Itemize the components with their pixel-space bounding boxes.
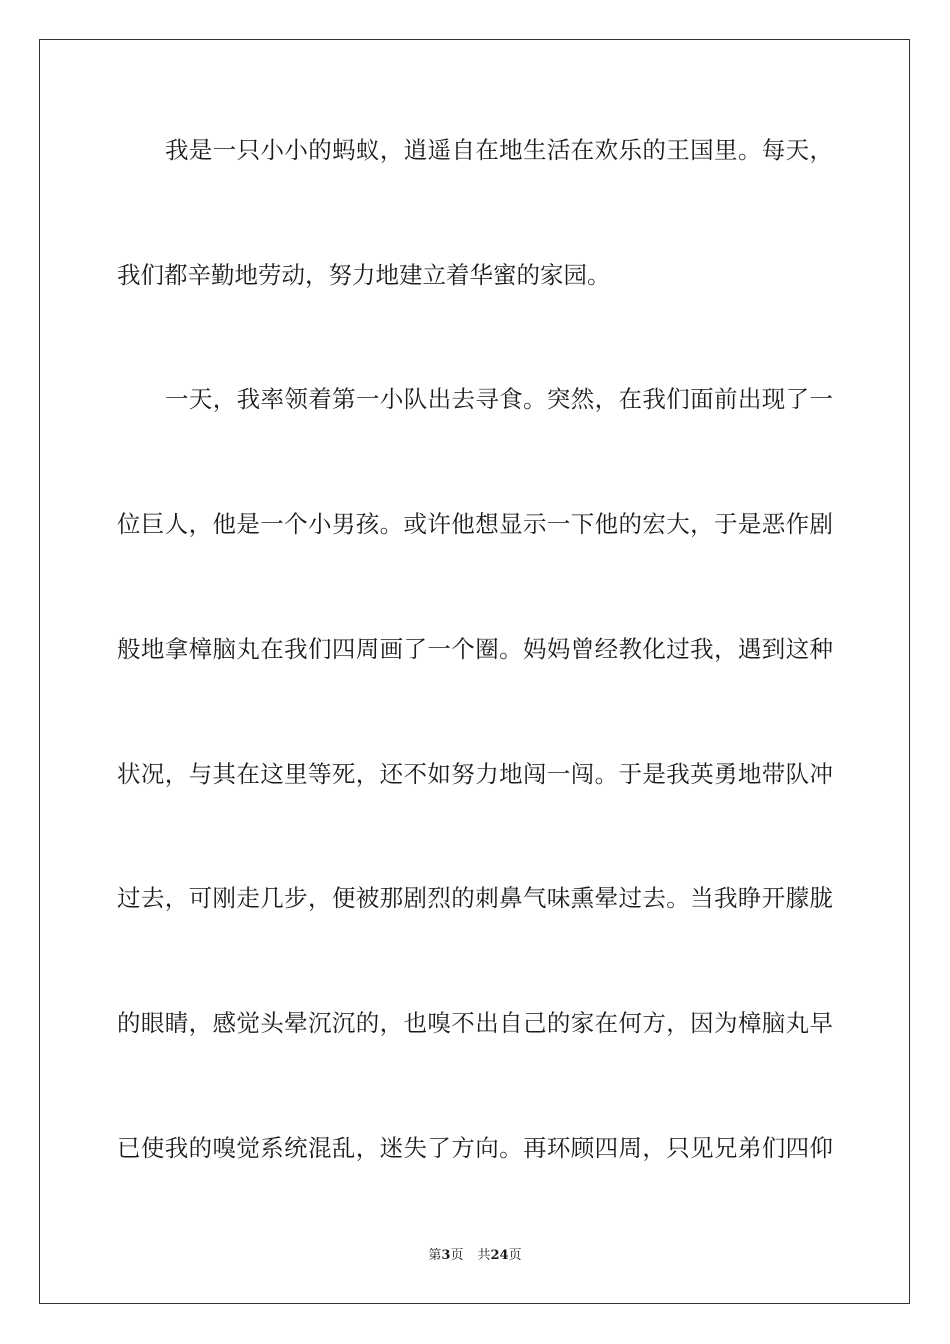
total-page-count: 24 (490, 1248, 509, 1263)
current-page-number: 3 (441, 1248, 451, 1263)
paragraph-2-line-1: 一天，我率领着第一小队出去寻食。突然，在我们面前出现了一 (165, 385, 833, 413)
page-suffix: 页 (450, 1248, 464, 1263)
page-number-footer (0, 1247, 950, 1265)
paragraph-2-line-4: 状况，与其在这里等死，还不如努力地闯一闯。于是我英勇地带队冲 (117, 760, 833, 788)
page-border (39, 39, 910, 1304)
total-suffix: 页 (508, 1248, 522, 1263)
paragraph-1-line-1: 我是一只小小的蚂蚁，逍遥自在地生活在欢乐的王国里。每天， (165, 136, 833, 164)
paragraph-2-line-6: 的眼睛，感觉头晕沉沉的，也嗅不出自己的家在何方，因为樟脑丸早 (117, 1009, 833, 1037)
page-prefix: 第 (428, 1248, 442, 1263)
total-prefix: 共 (477, 1248, 491, 1263)
paragraph-2-line-5: 过去，可刚走几步，便被那剧烈的刺鼻气味熏晕过去。当我睁开朦胧 (117, 884, 833, 912)
paragraph-2-line-2: 位巨人，他是一个小男孩。或许他想显示一下他的宏大，于是恶作剧 (117, 510, 833, 538)
paragraph-1-line-2: 我们都辛勤地劳动，努力地建立着华蜜的家园。 (117, 261, 611, 289)
paragraph-2-line-3: 般地拿樟脑丸在我们四周画了一个圈。妈妈曾经教化过我，遇到这种 (117, 635, 833, 663)
paragraph-2-line-7: 已使我的嗅觉系统混乱，迷失了方向。再环顾四周，只见兄弟们四仰 (117, 1134, 833, 1162)
